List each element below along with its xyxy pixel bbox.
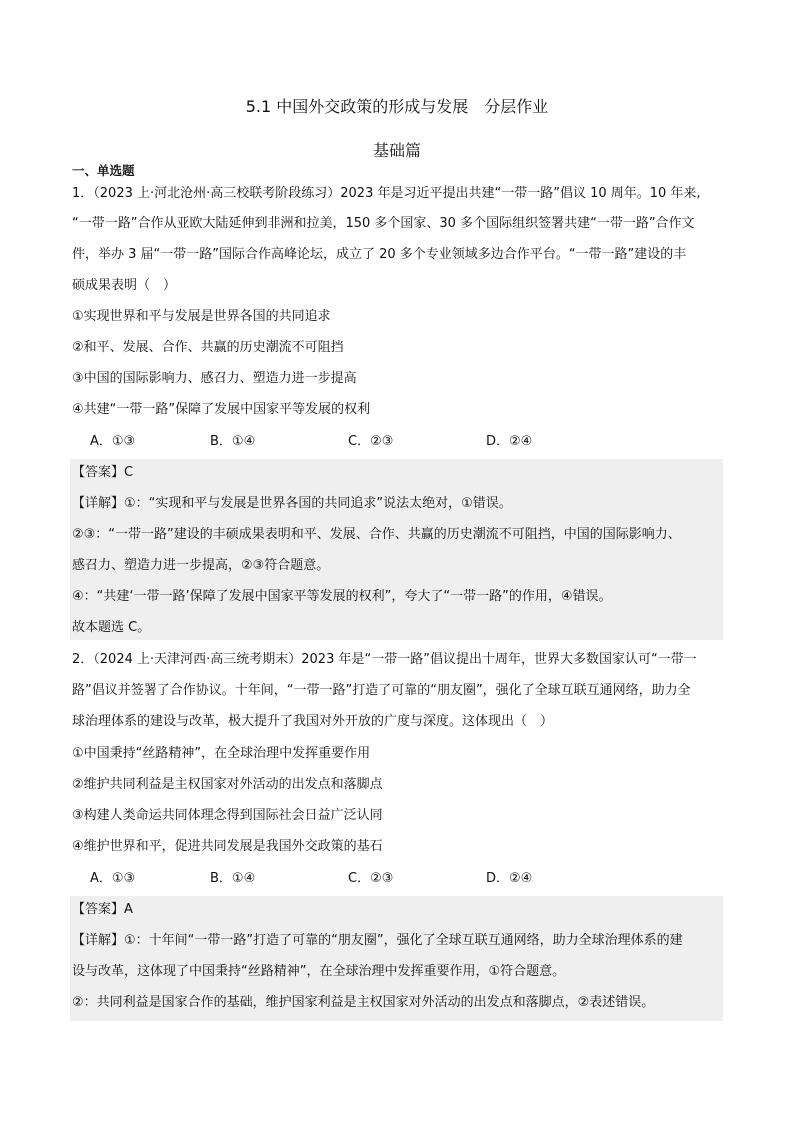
q1-answer: 【答案】C (72, 465, 134, 480)
q1-explain-line: ②③：“一带一路”建设的丰硕成果表明和平、发展、合作、共赢的历史潮流不可阻挡，中国的国际影响力、 (72, 527, 681, 542)
page-subtitle: 基础篇 (372, 141, 421, 160)
q2-stem-line: 路”倡议并签署了合作协议。十年间，“一带一路”打造了可靠的“朋友圈”，强化了全球互联互通网络，助力全 (72, 683, 691, 698)
q2-explain-line: 设与改革，这体现了中国秉持“丝路精神”，在全球治理中发挥重要作用，①符合题意。 (72, 964, 566, 979)
q1-choice-item: ④共建“一带一路”保障了发展中国家平等发展的权利 (72, 402, 371, 417)
q1-explain-line: ④：“共建‘一带一路’保障了发展中国家平等发展的权利”，夸大了“一带一路”的作用，④错误。 (72, 589, 612, 604)
section-heading: 一、单选题 (72, 163, 135, 178)
page-title: 5.1 中国外交政策的形成与发展 分层作业 (245, 97, 549, 116)
q2-choice-item: ②维护共同利益是主权国家对外活动的出发点和落脚点 (72, 777, 383, 792)
q1-option-a: A．①③ (90, 434, 136, 449)
q2-option-d: D．②④ (486, 871, 533, 886)
q2-explain-line: 【详解】①：十年间“一带一路”打造了可靠的“朋友圈”，强化了全球互联互通网络，助力全球治理体系的建 (72, 933, 683, 948)
q1-explain-line: 感召力、塑造力进一步提高，②③符合题意。 (72, 558, 330, 573)
q1-option-c: C．②③ (348, 434, 394, 449)
q1-explain-line: 故本题选 C。 (72, 620, 151, 635)
q2-option-b: B．①④ (210, 871, 256, 886)
q1-choice-item: ③中国的国际影响力、感召力、塑造力进一步提高 (72, 371, 357, 386)
q2-option-c: C．②③ (348, 871, 394, 886)
q1-answer-box (70, 459, 723, 640)
q1-choice-item: ①实现世界和平与发展是世界各国的共同追求 (72, 309, 331, 324)
q2-option-a: A．①③ (90, 871, 136, 886)
q1-option-d: D．②④ (486, 434, 533, 449)
q2-choice-item: ④维护世界和平，促进共同发展是我国外交政策的基石 (72, 839, 383, 854)
q1-stem-line: “一带一路”合作从亚欧大陆延伸到非洲和拉美，150 多个国家、30 多个国际组织签署共建“一带一路”合作文 (72, 216, 695, 231)
q2-stem-line: 球治理体系的建设与改革，极大提升了我国对外开放的广度与深度。这体现出（ ） (72, 714, 554, 729)
q2-choice-item: ③构建人类命运共同体理念得到国际社会日益广泛认同 (72, 808, 383, 823)
q1-option-b: B．①④ (210, 434, 256, 449)
q1-choice-item: ②和平、发展、合作、共赢的历史潮流不可阻挡 (72, 340, 344, 355)
q1-stem-line: 硕成果表明（ ） (72, 278, 177, 293)
q2-choice-item: ①中国秉持“丝路精神”，在全球治理中发挥重要作用 (72, 746, 371, 761)
q1-stem-line: 件，举办 3 届“一带一路”国际合作高峰论坛，成立了 20 多个专业领域多边合作平台。“一带一路”建设的丰 (72, 247, 687, 262)
q2-answer: 【答案】A (72, 902, 133, 917)
q2-explain-line: ②：共同利益是国家合作的基础，维护国家利益是主权国家对外活动的出发点和落脚点，②表述错误。 (72, 995, 655, 1010)
q2-stem-line: 2．（2024 上·天津河西·高三统考期末）2023 年是“一带一路”倡议提出十周年，世界大多数国家认可“一带一 (72, 652, 697, 667)
q1-stem-line: 1．（2023 上·河北沧州·高三校联考阶段练习）2023 年是习近平提出共建“一带一路”倡议 10 周年。10 年来, (72, 186, 701, 201)
q1-explain-line: 【详解】①：“实现和平与发展是世界各国的共同追求”说法太绝对，①错误。 (72, 496, 512, 511)
